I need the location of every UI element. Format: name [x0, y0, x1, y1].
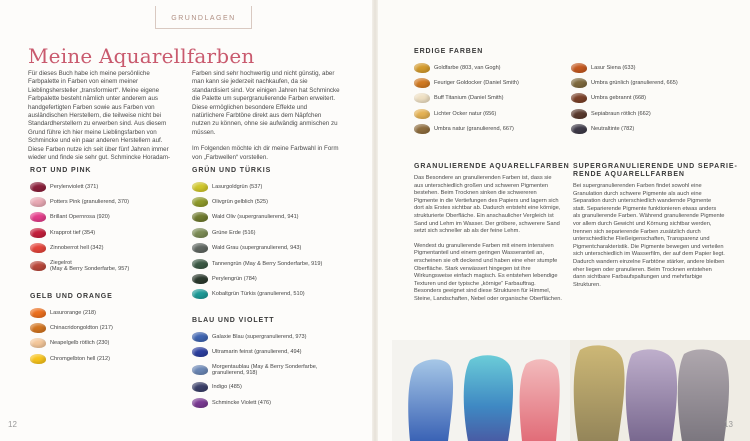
swatch-label: Grüne Erde (516) [212, 229, 256, 236]
swatch-row [30, 179, 129, 194]
swatch-row [414, 106, 519, 121]
paint-swatch [414, 124, 430, 134]
swatch-row [192, 271, 322, 286]
swatch-label-line1: Morgentaublau (May & Berry Sonderfarbe, [212, 363, 318, 370]
paint-swatch [192, 228, 208, 238]
swatch-label: Kobaltgrün Türkis (granulierend, 510) [212, 291, 305, 298]
swatch-label: Tannengrün (May & Berry Sonderfarbe, 919) [212, 260, 323, 267]
swatch-row [571, 91, 678, 106]
swatch-label: Perylengrün (784) [212, 275, 257, 282]
paint-swatch [571, 124, 587, 134]
heading-erdige-farben: ERDIGE FARBEN [414, 48, 484, 55]
swatch-row [30, 320, 113, 335]
swatch-label: Goldfarbe (803, van Gogh) [434, 64, 501, 71]
swatch-row [30, 336, 113, 351]
chapter-tab: GRUNDLAGEN [155, 6, 252, 29]
paint-swatch [30, 354, 46, 364]
swatch-label: Krapprot tief (354) [50, 229, 96, 236]
heading-blau-violett: BLAU UND VIOLETT [192, 317, 275, 324]
swatch-row [30, 256, 129, 276]
swatch-label: Potters Pink (granulierend, 370) [50, 198, 129, 205]
paint-swatch [30, 212, 46, 222]
swatch-row [192, 360, 317, 380]
paint-strokes-photo [392, 340, 750, 441]
paint-swatch [192, 332, 208, 342]
swatch-label: Wald Oliv (supergranulierend, 941) [212, 214, 299, 221]
swatch-label-line2: granulierend, 918) [212, 369, 258, 376]
swatch-row [192, 380, 317, 395]
swatch-list-blau-violett [192, 329, 317, 411]
swatch-row [571, 75, 678, 90]
paint-swatch [30, 182, 46, 192]
swatch-label: Brillant Opernrosa (920) [50, 214, 110, 221]
paint-swatch [192, 197, 208, 207]
swatch-label: Neutraltinte (782) [591, 126, 635, 133]
swatch-row [414, 122, 519, 137]
paint-swatch [30, 338, 46, 348]
paint-swatch [414, 63, 430, 73]
paint-swatch [30, 243, 46, 253]
swatch-row [192, 225, 322, 240]
paint-swatch [192, 347, 208, 357]
paint-swatch [414, 93, 430, 103]
paint-swatch [414, 109, 430, 119]
paint-swatch [571, 109, 587, 119]
swatch-row [30, 305, 113, 320]
paint-swatch [192, 182, 208, 192]
paint-swatch [192, 259, 208, 269]
swatch-label [50, 260, 129, 272]
swatch-list-rot-pink [30, 179, 129, 276]
swatch-row [192, 395, 317, 410]
granulating-paragraph-2: Wendest du granulierende Farben mit einem intensiven Pigmentanteil und einem geringen Wasseranteil an, erscheinen sie oft deckend und haben eine eher stumpfe Oberfläche. Stark verwässert hingegen ist ihre Wirkungsweise einfach magisch. Es entstehen lebendige Texturen und der typische „körnige“ Farbauftrag. Besonders geeignet sind diese Strukturen für Himmel, Steine, Landschaften, Nebel oder organische Oberflächen. [414, 242, 562, 302]
swatch-list-erdige-2 [571, 60, 678, 137]
swatch-label: Zinnoberrot hell (342) [50, 245, 104, 252]
swatch-row [571, 106, 678, 121]
swatch-list-gelb-orange [30, 305, 113, 367]
swatch-label: Buff Titanium (Daniel Smith) [434, 95, 504, 102]
page-number-left: 12 [8, 420, 17, 429]
swatch-label: Indigo (485) [212, 384, 242, 391]
paint-swatch [192, 398, 208, 408]
swatch-row [30, 194, 129, 209]
intro-paragraph-2a: Farben sind sehr hochwertig und nicht günstig, aber man kann sie jederzeit nachkaufen, da sie standardisiert sind. Vor einigen Jahren hat Schmincke die Palette um supergranulierende Farben erweitert. Diese ermöglichen besondere Effekte und natürlichere Farbtöne direkt aus dem Näpfchen nutzen zu können, ohne sie aufwändig anmischen zu müssen. [192, 70, 340, 136]
swatch-list-gruen-tuerkis [192, 179, 322, 302]
swatch-label-line1: Ziegelrot [50, 259, 72, 266]
swatch-row [192, 194, 322, 209]
paint-swatch [192, 212, 208, 222]
heading-granulierende: GRANULIERENDE AQUARELLFARBEN [414, 163, 570, 170]
swatch-row [192, 179, 322, 194]
paint-swatch [30, 308, 46, 318]
swatch-row [30, 210, 129, 225]
swatch-label: Olivgrün gelblich (525) [212, 198, 268, 205]
swatch-row [192, 241, 322, 256]
swatch-label-line2: (May & Berry Sonderfarbe, 957) [50, 265, 130, 272]
page-title: Meine Aquarellfarben [28, 44, 255, 68]
intro-paragraph-2 [192, 70, 340, 162]
paint-strokes-illustration [392, 340, 750, 441]
paint-swatch [192, 243, 208, 253]
paint-swatch [571, 93, 587, 103]
paint-swatch [192, 382, 208, 392]
paint-swatch [192, 365, 208, 375]
swatch-row [571, 60, 678, 75]
swatch-label: Schmincke Violett (476) [212, 399, 271, 406]
swatch-row [571, 122, 678, 137]
swatch-row [30, 351, 113, 366]
swatch-row [30, 225, 129, 240]
page-number-right: 13 [724, 420, 733, 429]
heading-supergranulierende-line1: SUPERGRANULIERENDE UND SEPARIE- [573, 163, 738, 170]
granulating-text [414, 175, 562, 304]
paint-swatch [30, 197, 46, 207]
intro-paragraph-1: Für dieses Buch habe ich meine persönliche Farbpalette in Farben von einem meiner Lieblingshersteller „transformiert“. Meine eigene Farbpalette besteht nämlich unter anderem aus handgefertigten Farben sowie aus Farben von ausländischen Herstellern, die teilweise nicht bei Standardherstellern zu erwerben sind. Aus diesem Grund führe ich hier meine Lieblingsfarben von Schmincke und ein paar anderen Herstellern auf. Diese Farben nutze ich seit über fünf Jahren immer wieder und finde sie sehr gut. Schmincke Horadam- [28, 70, 171, 162]
heading-supergranulierende-line2: RENDE AQUARELLFARBEN [573, 171, 685, 178]
paint-swatch [192, 274, 208, 284]
swatch-label: Umbra natur (granulierend, 667) [434, 126, 514, 133]
swatch-label [212, 364, 317, 376]
swatch-row [192, 210, 322, 225]
heading-supergranulierende [573, 163, 738, 179]
swatch-label: Perylenviolett (371) [50, 183, 99, 190]
heading-gruen-tuerkis: GRÜN UND TÜRKIS [192, 167, 272, 174]
paint-swatch [414, 78, 430, 88]
paint-swatch [571, 63, 587, 73]
swatch-label: Umbra gebrannt (668) [591, 95, 647, 102]
paint-swatch [30, 323, 46, 333]
swatch-label: Sepiabraun rötlich (662) [591, 110, 651, 117]
swatch-label: Chinacridongoldton (217) [50, 324, 113, 331]
swatch-label: Wald Grau (supergranulierend, 943) [212, 245, 302, 252]
swatch-label: Lasurorange (218) [50, 309, 97, 316]
swatch-row [414, 60, 519, 75]
swatch-list-erdige-1 [414, 60, 519, 137]
granulating-paragraph-1: Das Besondere an granulierenden Farben ist, dass sie aus unterschiedlich großen und schweren Pigmenten bestehen. Beim Trocknen sinken die schwereren Pigmente in die Vertiefungen des Papiers und lagern sich dort als Erstes sichtbar ab. Dadurch entsteht eine körnige, strukturierte Oberfläche. Ein anschaulicher Vergleich ist Sand und Lehm im Wasser. Der gröbere, schwerere Sand setzt sich schneller ab als der feine Lehm. [414, 175, 561, 235]
swatch-label: Lasurgoldgrün (537) [212, 183, 263, 190]
heading-rot-pink: ROT UND PINK [30, 167, 92, 174]
swatch-label: Galaxie Blau (supergranulierend, 973) [212, 333, 307, 340]
heading-gelb-orange: GELB UND ORANGE [30, 293, 113, 300]
swatch-label: Umbra grünlich (granulierend, 665) [591, 79, 678, 86]
paint-swatch [30, 261, 46, 271]
swatch-label: Chromgelbton hell (212) [50, 355, 111, 362]
swatch-row [192, 329, 317, 344]
paint-swatch [192, 289, 208, 299]
swatch-row [30, 241, 129, 256]
swatch-row [414, 91, 519, 106]
swatch-row [192, 344, 317, 359]
swatch-label: Lasur Siena (633) [591, 64, 636, 71]
paint-swatch [30, 228, 46, 238]
swatch-label: Ultramarin feinst (granulierend, 494) [212, 348, 302, 355]
swatch-label: Lichter Ocker natur (656) [434, 110, 497, 117]
paint-swatch [571, 78, 587, 88]
swatch-row [192, 256, 322, 271]
supergranulating-paragraph: Bei supergranulierenden Farben findet sowohl eine Granulation durch schwere Pigmente als auch eine Separation durch unterschiedlich wandernde Pigmente statt. Separierende Pigmente funktionieren etwas anders als granulierende Farben. Während granulierende Pigmente vor allem durch Gewicht und Körnung sichtbar werden, trennen sich separierende Farben zusätzlich durch unterschiedliche Fließeigenschaften, Transparenz und Pigmentcharakteristik. Die Pigmente bewegen und verteilen sich unterschiedlich im Wasserfilm, der auf dem Papier liegt. Dadurch wandern einzelne Farbtöne stärker, andere bleiben eher liegen oder granulieren. Beim Trocknen entstehen dann sichtbare Farbaufspaltungen und mehrfarbige Strukturen. [573, 183, 725, 288]
intro-paragraph-2b: Im Folgenden möchte ich dir meine Farbwahl in Form von „Farbwellen“ vorstellen. [192, 145, 339, 161]
swatch-label: Feuriger Goldocker (Daniel Smith) [434, 79, 519, 86]
book-gutter [372, 0, 378, 441]
swatch-row [192, 287, 322, 302]
swatch-row [414, 75, 519, 90]
swatch-label: Neapelgelb rötlich (230) [50, 340, 110, 347]
